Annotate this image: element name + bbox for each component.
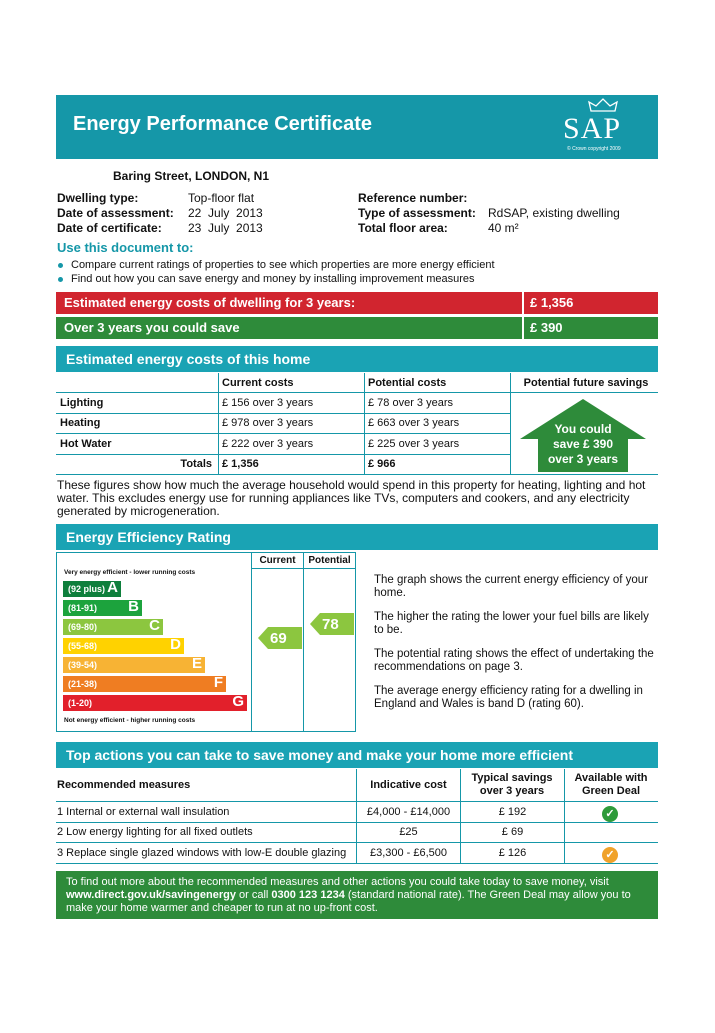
- col-potential-header: Potential costs: [368, 377, 447, 389]
- savingenergy-link[interactable]: www.direct.gov.uk/savingenergy: [66, 889, 236, 901]
- could-save-value: £ 390: [524, 317, 658, 339]
- page-title: Energy Performance Certificate: [73, 113, 373, 135]
- row-heating-label: Heating: [60, 417, 101, 429]
- measure-row: 2 Low energy lighting for all fixed outlets: [57, 826, 253, 838]
- footer-info: To find out more about the recommended measures and other actions you could take today to save money, visit www.direct.gov.uk/savingenergy or call 0300 123 1234 (standard national rate). The Green Deal may allow you to make your home warmer and cheaper to run at no up-front cost.: [56, 871, 658, 919]
- rating-band-range: (39-54): [68, 660, 98, 670]
- measures-header: Recommended measures: [57, 779, 191, 791]
- potential-rating-value: 78: [322, 616, 339, 633]
- rating-band-e: [63, 657, 205, 673]
- orange-tick-icon: ✓: [602, 845, 618, 863]
- estimated-cost-bar: Estimated energy costs of dwelling for 3 years:: [56, 292, 522, 314]
- rating-band-a: [63, 581, 121, 597]
- sap-copyright: © Crown copyright 2009: [567, 146, 621, 152]
- assessment-date-value: 22 July 2013: [188, 206, 263, 220]
- row-hotwater-label: Hot Water: [60, 438, 112, 450]
- current-rating-value: 69: [270, 630, 287, 647]
- row-lighting-label: Lighting: [60, 397, 104, 409]
- measure-row: 1 Internal or external wall insulation: [57, 806, 230, 818]
- savings-header: Typical savings over 3 years: [471, 772, 553, 797]
- rating-band-g: [63, 695, 247, 711]
- rating-band-range: (69-80): [68, 622, 98, 632]
- sap-logo-text: SAP: [563, 112, 622, 145]
- property-address: Baring Street, LONDON, N1: [113, 169, 270, 183]
- certificate-date-label: Date of certificate:: [57, 221, 162, 235]
- crown-icon: [588, 98, 618, 112]
- measure-cost: £25: [399, 826, 418, 838]
- costs-table: [56, 373, 658, 475]
- assessment-date-label: Date of assessment:: [57, 206, 174, 220]
- reference-label: Reference number:: [358, 191, 468, 205]
- actions-section-title: Top actions you can take to save money and make your home more efficient: [56, 742, 658, 768]
- rating-band-letter: C: [149, 617, 160, 634]
- rating-band-range: (21-38): [68, 679, 98, 689]
- use-bullet: Find out how you can save energy and money by installing improvement measures: [58, 273, 475, 285]
- rating-chart: [56, 552, 356, 732]
- actions-table: [56, 769, 658, 864]
- savings-house-text: You could save £ 390 over 3 years: [547, 422, 619, 466]
- rating-band-letter: A: [107, 579, 118, 596]
- rating-potential-header: Potential: [308, 555, 351, 566]
- estimated-cost-value: £ 1,356: [524, 292, 658, 314]
- floor-area-value: 40 m²: [488, 221, 519, 235]
- assessment-type-value: RdSAP, existing dwelling: [488, 206, 620, 220]
- measure-saving: £ 69: [501, 826, 524, 838]
- rating-band-d: [63, 638, 184, 654]
- assessment-type-label: Type of assessment:: [358, 206, 476, 220]
- floor-area-label: Total floor area:: [358, 221, 448, 235]
- rating-band-f: [63, 676, 226, 692]
- rating-band-letter: B: [128, 598, 139, 615]
- totals-potential: £ 966: [368, 458, 396, 470]
- measure-row: 3 Replace single glazed windows with low-E double glazing: [57, 847, 347, 859]
- measure-saving: £ 192: [498, 806, 527, 818]
- costs-section-title: Estimated energy costs of this home: [56, 346, 658, 372]
- rating-band-c: [63, 619, 163, 635]
- rating-band-letter: D: [170, 636, 181, 653]
- measure-cost: £3,300 - £6,500: [369, 847, 448, 859]
- row-lighting-current: £ 156 over 3 years: [222, 397, 314, 409]
- rating-band-range: (92 plus): [68, 584, 106, 594]
- could-save-bar: Over 3 years you could save: [56, 317, 522, 339]
- totals-current: £ 1,356: [222, 458, 259, 470]
- rating-band-range: (1-20): [68, 698, 93, 708]
- rating-band-b: [63, 600, 142, 616]
- use-bullet: Compare current ratings of properties to see which properties are more energy efficient: [58, 259, 495, 271]
- row-hotwater-current: £ 222 over 3 years: [222, 438, 314, 450]
- dwelling-type-value: Top-floor flat: [188, 191, 255, 205]
- row-lighting-potential: £ 78 over 3 years: [368, 397, 453, 409]
- rating-current-header: Current: [259, 555, 296, 566]
- rating-section-title: Energy Efficiency Rating: [56, 524, 658, 550]
- col-current-header: Current costs: [222, 377, 294, 389]
- rating-bottom-label: Not energy efficient - higher running costs: [64, 717, 196, 724]
- row-heating-potential: £ 663 over 3 years: [368, 417, 460, 429]
- row-hotwater-potential: £ 225 over 3 years: [368, 438, 460, 450]
- use-document-title: Use this document to:: [57, 240, 194, 255]
- certificate-date-value: 23 July 2013: [188, 221, 263, 235]
- rating-explanation: The graph shows the current energy efficiency of your home. The higher the rating the lower your fuel bills are likely to be. The potential rating shows the effect of undertaking the recommendations on page 3. The average energy efficiency rating for a dwelling in England and Wales is band D (rating 60).: [374, 574, 654, 710]
- green-deal-header: Available with Green Deal: [574, 772, 648, 797]
- totals-label: Totals: [180, 458, 212, 470]
- rating-band-letter: E: [191, 655, 202, 672]
- sap-logo: [563, 104, 643, 154]
- row-heating-current: £ 978 over 3 years: [222, 417, 314, 429]
- rating-top-label: Very energy efficient - lower running costs: [64, 569, 196, 576]
- rating-band-letter: G: [232, 693, 244, 710]
- rating-band-range: (81-91): [68, 603, 98, 613]
- phone-number: 0300 123 1234: [271, 889, 345, 901]
- dwelling-type-label: Dwelling type:: [57, 191, 139, 205]
- col-savings-header: Potential future savings: [523, 377, 649, 389]
- cost-header: Indicative cost: [370, 779, 447, 791]
- measure-cost: £4,000 - £14,000: [366, 806, 451, 818]
- rating-band-range: (55-68): [68, 641, 98, 651]
- green-tick-icon: ✓: [602, 804, 618, 822]
- measure-saving: £ 126: [498, 847, 527, 859]
- costs-note: These figures show how much the average household would spend in this property for heating, lighting and hot water. This excludes energy use for running appliances like TVs, computers and cookers, and any electricity generated by microgeneration.: [57, 478, 646, 518]
- rating-band-letter: F: [213, 674, 223, 691]
